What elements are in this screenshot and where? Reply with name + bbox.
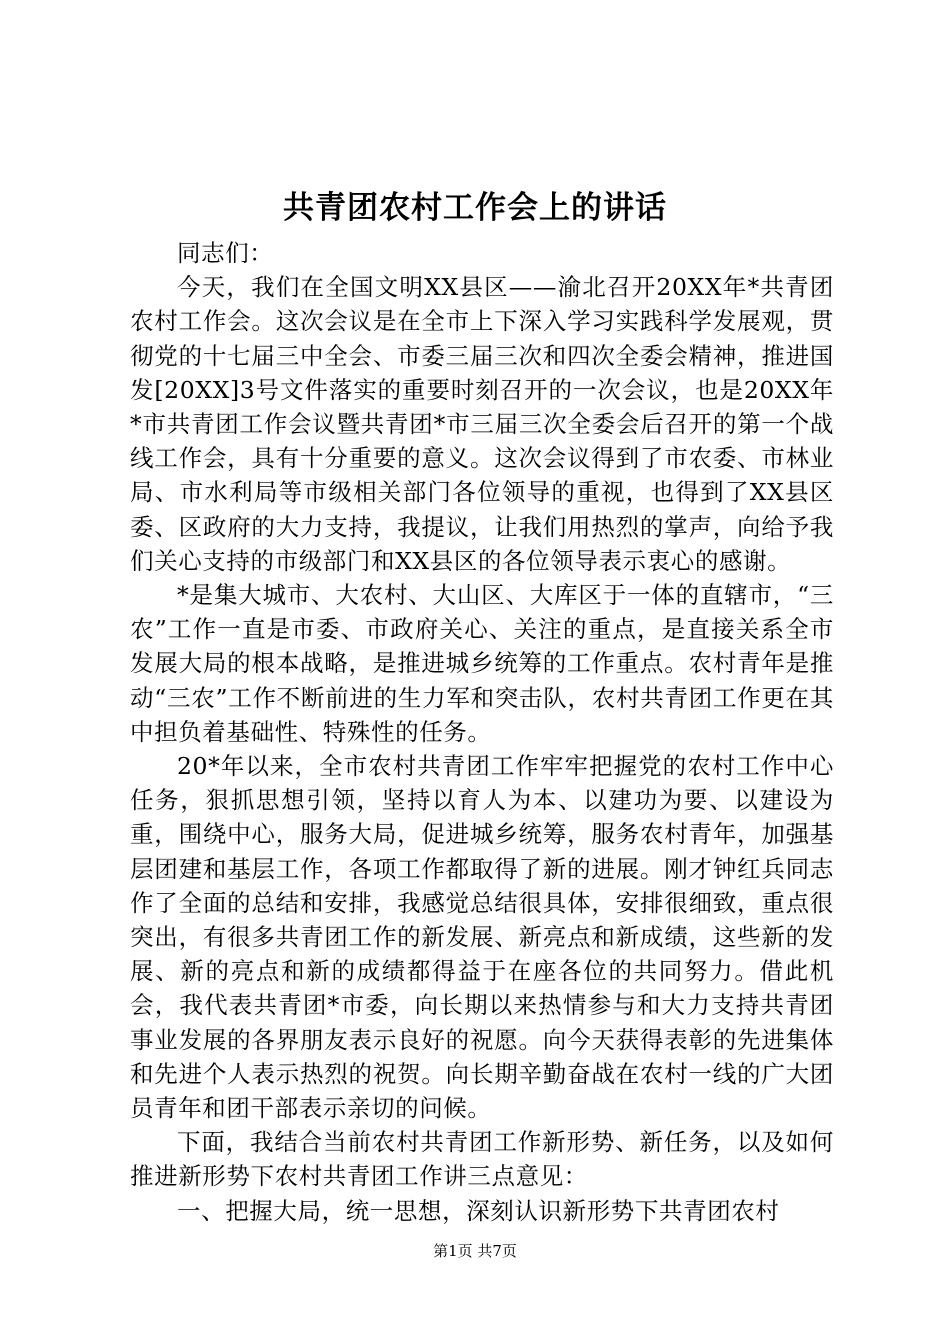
body-paragraph: *是集大城市、大农村、大山区、大库区于一体的直辖市，“三农”工作一直是市委、市政府关心、关注的重点，是直接关系全市发展大局的根本战略，是推进城乡统筹的工作重点。农村青年是推动“三农”工作不断前进的生力军和突击队，农村共青团工作更在其中担负着基础性、特殊性的任务。 xyxy=(130,581,834,746)
document-title: 共青团农村工作会上的讲话 xyxy=(283,190,667,226)
salutation-paragraph: 同志们： xyxy=(177,239,274,267)
section-heading-paragraph: 一、把握大局，统一思想，深刻认识新形势下共青团农村 xyxy=(177,1196,780,1225)
body-paragraph: 下面，我结合当前农村共青团工作新形势、新任务，以及如何推进新形势下农村共青团工作讲三点意见： xyxy=(130,1128,834,1191)
page-footer: 第1页 共7页 xyxy=(433,1242,517,1260)
document-body xyxy=(130,236,834,1228)
body-paragraph: 20*年以来，全市农村共青团工作牢牢把握党的农村工作中心任务，狠抓思想引领，坚持以育人为本、以建功为要、以建设为重，围绕中心，服务大局，促进城乡统筹，服务农村青年，加强基层团建和基层工作，各项工作都取得了新的进展。刚才钟红兵同志作了全面的总结和安排，我感觉总结很具体，安排很细致，重点很突出，有很多共青团工作的新发展、新亮点和新成绩，这些新的发展、新的亮点和新的成绩都得益于在座各位的共同努力。借此机会，我代表共青团*市委，向长期以来热情参与和大力支持共青团事业发展的各界朋友表示良好的祝愿。向今天获得表彰的先进集体和先进个人表示热烈的祝贺。向长期辛勤奋战在农村一线的广大团员青年和团干部表示亲切的问候。 xyxy=(130,752,834,1123)
body-paragraph: 今天，我们在全国文明XX县区——渝北召开20XX年*共青团农村工作会。这次会议是在全市上下深入学习实践科学发展观，贯彻党的十七届三中全会、市委三届三次和四次全委会精神，推进国发[20XX]3号文件落实的重要时刻召开的一次会议，也是20XX年*市共青团工作会议暨共青团*市三届三次全委会后召开的第一个战线工作会，具有十分重要的意义。这次会议得到了市农委、市林业局、市水利局等市级相关部门各位领导的重视，也得到了XX县区委、区政府的大力支持，我提议，让我们用热烈的掌声，向给予我们关心支持的市级部门和XX县区的各位领导表示衷心的感谢。 xyxy=(130,273,834,575)
